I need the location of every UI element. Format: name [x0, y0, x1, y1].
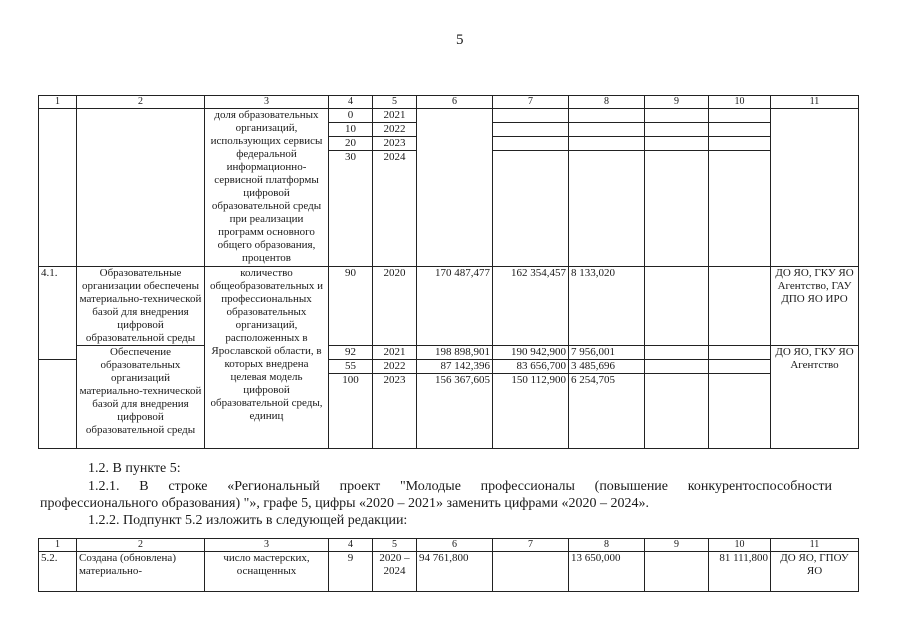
paragraph-1-2-2: 1.2.2. Подпункт 5.2 изложить в следующей редакции:: [88, 513, 408, 528]
amount-cell: 3 485,696: [569, 360, 645, 374]
amount-cell: 170 487,477: [417, 267, 493, 346]
year-cell: 2022: [373, 123, 417, 137]
amount-cell: 8 133,020: [569, 267, 645, 346]
col-number: 10: [709, 539, 771, 552]
amount-cell: 94 761,800: [417, 552, 493, 592]
amount-cell: 198 898,901: [417, 346, 493, 360]
indicator-value: 9: [329, 552, 373, 592]
column-numbers-row: [39, 539, 859, 552]
col-number: 8: [569, 96, 645, 109]
responsible-cell: ДО ЯО, ГКУ ЯО Агентство: [771, 346, 859, 449]
col-number: 11: [771, 539, 859, 552]
col-number: 9: [645, 96, 709, 109]
responsible-cell: ДО ЯО, ГПОУ ЯО: [771, 552, 859, 592]
col-number: 5: [373, 96, 417, 109]
indicator-value: 10: [329, 123, 373, 137]
indicator-cell: число мастерских, оснащенных: [205, 552, 329, 592]
col-number: 6: [417, 96, 493, 109]
amount-cell: 7 956,001: [569, 346, 645, 360]
table-row: [39, 267, 859, 346]
col-number: 8: [569, 539, 645, 552]
indicator-value: 0: [329, 109, 373, 123]
amount-cell: 81 111,800: [709, 552, 771, 592]
amount-cell: [493, 552, 569, 592]
paragraph-1-2-1: 1.2.1. В строке «Региональный проект "Молодые профессионалы (повышение конкурентоспособности: [88, 479, 832, 494]
col-number: 1: [39, 539, 77, 552]
result-description: Создана (обновлена) материально-: [77, 552, 205, 592]
indicator-value: 100: [329, 374, 373, 449]
col-number: 6: [417, 539, 493, 552]
col-number: 1: [39, 96, 77, 109]
amount-cell: 190 942,900: [493, 346, 569, 360]
col-number: 3: [205, 96, 329, 109]
year-cell: 2024: [373, 151, 417, 267]
column-numbers-row: [39, 96, 859, 109]
year-cell: 2020 – 2024: [373, 552, 417, 592]
col-number: 9: [645, 539, 709, 552]
col-number: 2: [77, 96, 205, 109]
year-cell: 2021: [373, 346, 417, 360]
year-cell: 2021: [373, 109, 417, 123]
col-number: 4: [329, 96, 373, 109]
indicator-value: 30: [329, 151, 373, 267]
table-row: [39, 109, 859, 123]
amount-cell: 6 254,705: [569, 374, 645, 449]
subsection-5-2-table: [38, 538, 859, 592]
indicator-value: 20: [329, 137, 373, 151]
page-number: 5: [456, 32, 464, 48]
year-cell: 2022: [373, 360, 417, 374]
col-number: 7: [493, 539, 569, 552]
amount-cell: 87 142,396: [417, 360, 493, 374]
indicator-value: 92: [329, 346, 373, 360]
paragraph-1-2-1-cont: профессионального образования) "», графе 5, цифры «2020 – 2021» заменить цифрами «2020 – 2024».: [40, 496, 649, 511]
year-cell: 2023: [373, 374, 417, 449]
item-number: 5.2.: [39, 552, 77, 592]
result-description: Обеспечение образовательных организаций материально-технической базой для внедрения цифровой образовательной среды: [77, 346, 205, 449]
year-cell: 2023: [373, 137, 417, 151]
col-number: 2: [77, 539, 205, 552]
year-cell: 2020: [373, 267, 417, 346]
amount-cell: 13 650,000: [569, 552, 645, 592]
col-number: 10: [709, 96, 771, 109]
amount-cell: [645, 552, 709, 592]
amount-cell: 156 367,605: [417, 374, 493, 449]
table-row: [39, 346, 859, 360]
budget-table-continued: [38, 95, 859, 449]
item-number: 4.1.: [39, 267, 77, 360]
col-number: 3: [205, 539, 329, 552]
col-number: 5: [373, 539, 417, 552]
indicator-cell: доля образовательных организаций, использующих сервисы федеральной информационно-сервисной платформы цифровой образовательной среды при реализации программ основного общего образования, процентов: [205, 109, 329, 267]
col-number: 11: [771, 96, 859, 109]
indicator-value: 55: [329, 360, 373, 374]
col-number: 7: [493, 96, 569, 109]
result-description: Образовательные организации обеспечены материально-технической базой для внедрения цифровой образовательной среды: [77, 267, 205, 346]
indicator-value: 90: [329, 267, 373, 346]
table-row: [39, 552, 859, 592]
responsible-cell: ДО ЯО, ГКУ ЯО Агентство, ГАУ ДПО ЯО ИРО: [771, 267, 859, 346]
indicator-cell: количество общеобразовательных и профессиональных образовательных организаций, расположенных в Ярославской области, в которых внедрена целевая модель цифровой образовательной среды, единиц: [205, 267, 329, 449]
amount-cell: 162 354,457: [493, 267, 569, 346]
paragraph-1-2: 1.2. В пункте 5:: [88, 461, 181, 476]
amount-cell: 83 656,700: [493, 360, 569, 374]
amount-cell: 150 112,900: [493, 374, 569, 449]
col-number: 4: [329, 539, 373, 552]
